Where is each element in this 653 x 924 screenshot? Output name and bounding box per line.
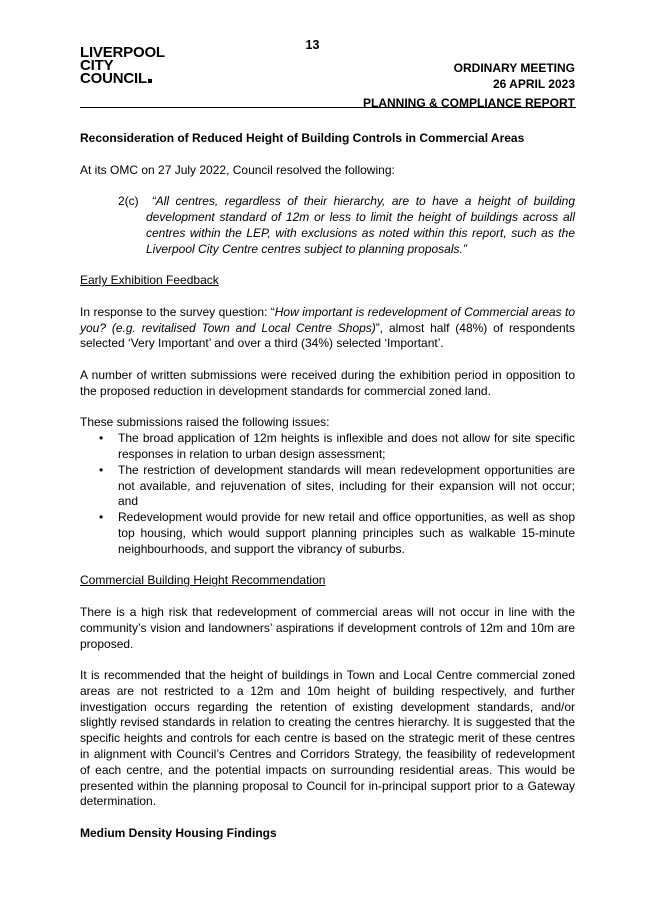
list-item: • The restriction of development standards will mean redevelopment opportunities are not available, and rejuvenation of sites, including for their expansion will not occur; and (99, 462, 575, 509)
issues-intro: These submissions raised the following issues: (80, 415, 330, 430)
bullet-icon: • (99, 510, 104, 525)
report-body (80, 131, 575, 858)
logo-line-3: COUNCIL (80, 72, 165, 85)
meeting-date: 26 APRIL 2023 (492, 77, 575, 91)
risk-paragraph: There is a high risk that redevelopment of commercial areas will not occur in line with the community’s vision and landowners’ aspirations if development controls of 12m and 10m are proposed. (80, 604, 575, 651)
page-number: 13 (305, 38, 320, 52)
issues-list (80, 431, 575, 557)
header-divider (80, 107, 576, 108)
report-title: PLANNING & COMPLIANCE REPORT (362, 96, 575, 110)
resolution-text: “All centres, regardless of their hierarchy, are to have a height of building development standard of 12m or less to limit the height of buildings across all centres within the LEP, with exclusions as noted within this report, such as the Liverpool City Centre centres subject to planning proposals.” (146, 194, 576, 256)
list-item: • Redevelopment would provide for new retail and office opportunities, as well as shop top housing, which would support planning principles such as walkable 15-minute neighbourhoods, and support the vibrancy of suburbs. (99, 510, 575, 556)
meeting-type: ORDINARY MEETING (453, 61, 575, 75)
list-item: • The broad application of 12m heights is inflexible and does not allow for site specific responses in relation to urban design assessment; (99, 431, 575, 461)
bullet-icon: • (99, 462, 104, 477)
recommendation-heading: Commercial Building Height Recommendation (80, 573, 326, 588)
logo-line-1: LIVERPOOL (80, 44, 165, 61)
next-section-title: Medium Density Housing Findings (80, 826, 277, 841)
council-logo (80, 46, 165, 85)
submissions-paragraph: A number of written submissions were received during the exhibition period in opposition to the proposed reduction in development standards for commercial zoned land. (80, 367, 575, 398)
logo-dot-icon (148, 79, 152, 83)
report-header (363, 60, 575, 111)
resolution-label: 2(c) (118, 194, 139, 209)
resolution-quote (118, 194, 575, 257)
logo-line-2: CITY (80, 57, 114, 74)
bullet-icon: • (99, 431, 104, 446)
resolution-intro: At its OMC on 27 July 2022, Council resolved the following: (80, 162, 395, 177)
section-title: Reconsideration of Reduced Height of Building Controls in Commercial Areas (80, 131, 525, 145)
feedback-heading: Early Exhibition Feedback (80, 273, 219, 288)
survey-paragraph: In response to the survey question: “How important is redevelopment of Commercial areas to you? (e.g. revitalised Town and Local Centre Shops)”, almost half (48%) of respondents selected ‘Very Important’ and over a third (34%) selected ‘Important’. (80, 304, 575, 351)
survey-question: How important is redevelopment of Commercial areas to you? (e.g. revitalised Town and Local Centre Shops) (80, 304, 575, 335)
recommendation-paragraph: It is recommended that the height of buildings in Town and Local Centre commercial zoned areas are not restricted to a 12m and 10m height of building respectively, and further investigation occurs regarding the retention of existing development standards, and/or slightly revised standards in relation to creating the centres hierarchy. It is suggested that the specific heights and controls for each centre is based on the strategic merit of these centres in alignment with Council’s Centres and Corridors Strategy, the feasibility of redevelopment of each centre, and the potential impacts on surrounding residential areas. This would be presented within the planning proposal to Council for in-principal support prior to a Gateway determination. (80, 668, 575, 809)
